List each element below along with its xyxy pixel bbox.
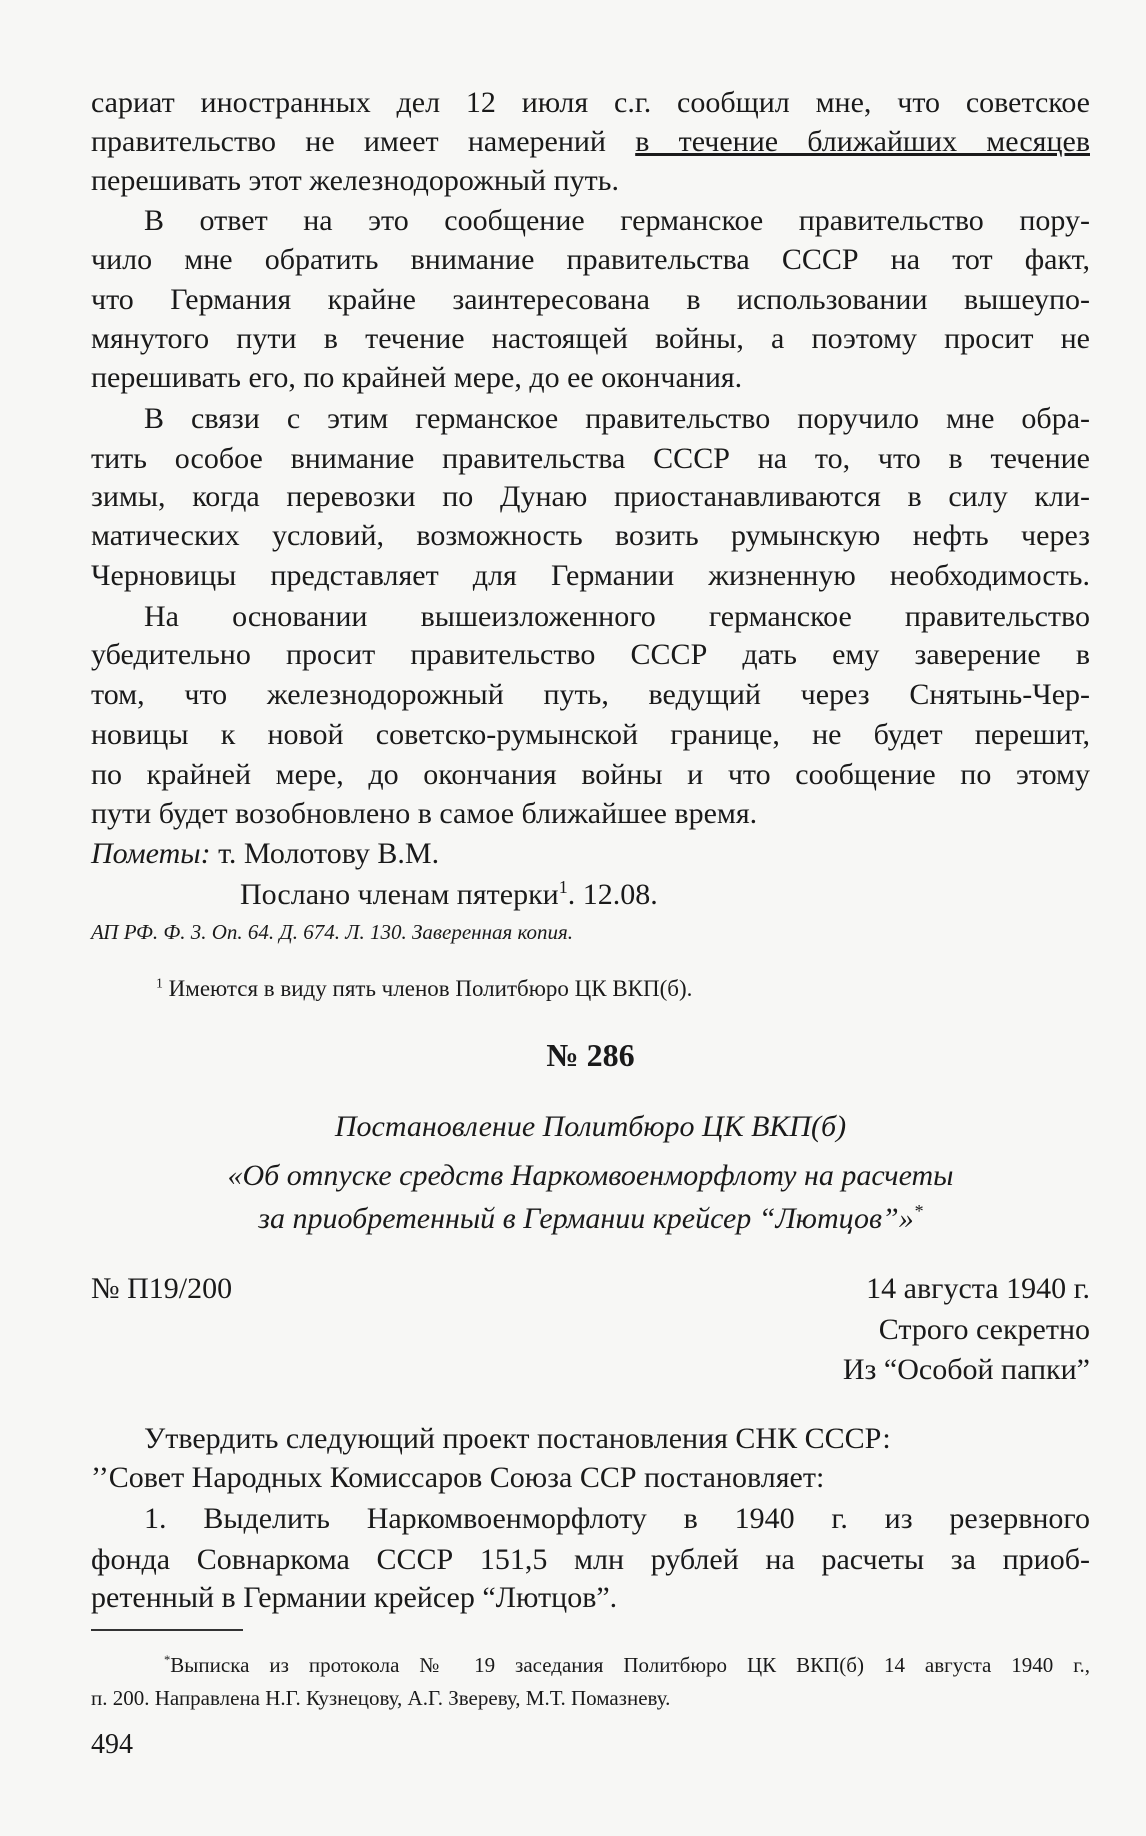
folder-label: Из “Особой папки” xyxy=(842,1353,1090,1386)
marks-label: Пометы: xyxy=(91,837,211,870)
body-line: Черновицы представляет для Германии жизненную необходимость. xyxy=(91,559,1090,592)
body-line: сариат иностранных дел 12 июля с.г. сообщил мне, что советское xyxy=(91,86,1090,119)
body-line: пути будет возобновлено в самое ближайшее время. xyxy=(91,797,758,830)
body-line: перешивать его, по крайней мере, до ее окончания. xyxy=(91,361,743,394)
page-number: 494 xyxy=(91,1729,133,1760)
underlined-text: в течение ближайших месяцев xyxy=(635,125,1090,158)
secrecy-label: Строго секретно xyxy=(878,1313,1090,1346)
footnote-2-cont: п. 200. Направлена Н.Г. Кузнецову, А.Г. Звереву, М.Т. Помазневу. xyxy=(91,1686,671,1710)
document-number: № 286 xyxy=(546,1037,635,1073)
body-line: новицы к новой советско-румынской границе, не будет перешит, xyxy=(91,718,1090,751)
footnote-text: Имеются в виду пять членов Политбюро ЦК ВКП(б). xyxy=(162,976,693,1001)
body-line: по крайней мере, до окончания войны и что сообщение по этому xyxy=(91,758,1090,791)
body-line: тить особое внимание правительства СССР на то, что в течение xyxy=(91,442,1090,475)
archive-reference: АП РФ. Ф. 3. Оп. 64. Д. 674. Л. 130. Заверенная копия. xyxy=(91,920,574,944)
footnote-ref: * xyxy=(913,1201,923,1221)
protocol-number: № П19/200 xyxy=(91,1272,233,1305)
text: правительство не имеет намерений xyxy=(91,125,636,158)
decree-line: ретенный в Германии крейсер “Лютцов”. xyxy=(91,1581,618,1614)
body-line: том, что железнодорожный путь, ведущий через Снятынь-Чер- xyxy=(91,678,1090,711)
body-line: зимы, когда перевозки по Дунаю приостанавливаются в силу кли- xyxy=(91,480,1090,513)
decree-line: 1. Выделить Наркомвоенморфлоту в 1940 г. из резервного xyxy=(144,1502,1090,1535)
body-line xyxy=(91,122,1090,162)
document-title xyxy=(91,1199,1090,1239)
marks-text: т. Молотову В.М. xyxy=(210,837,440,870)
document-title: Постановление Политбюро ЦК ВКП(б) xyxy=(334,1110,847,1143)
body-line: матических условий, возможность возить румынскую нефть через xyxy=(91,519,1090,552)
body-line: убедительно просит правительство СССР дать ему заверение в xyxy=(91,638,1090,671)
footnote-mark: 1 xyxy=(156,975,163,991)
body-line: В ответ на это сообщение германское правительство пору- xyxy=(144,204,1090,237)
marks xyxy=(91,834,1090,874)
footnote-1 xyxy=(156,969,1090,1009)
sent-text: Послано членам пятерки xyxy=(240,878,559,911)
body-line: мянутого пути в течение настоящей войны, а поэтому просит не xyxy=(91,322,1090,355)
footnote-text: Выписка из протокола № 19 заседания Политбюро ЦК ВКП(б) 14 августа 1940 г., xyxy=(170,1653,1090,1677)
document-title: «Об отпуске средств Наркомвоенморфлоту на расчеты xyxy=(227,1159,954,1192)
document-date: 14 августа 1940 г. xyxy=(866,1272,1090,1305)
body-line: чило мне обратить внимание правительства СССР на тот факт, xyxy=(91,243,1090,276)
body-line: что Германия крайне заинтересована в использовании вышеупо- xyxy=(91,283,1090,316)
sent-date: . 12.08. xyxy=(567,878,658,911)
footnote-ref: 1 xyxy=(558,877,568,897)
footnote-mark: * xyxy=(164,1653,171,1667)
decree-line: ’’Совет Народных Комиссаров Союза ССР постановляет: xyxy=(91,1461,825,1494)
body-line: На основании вышеизложенного германское правительство xyxy=(144,600,1090,633)
title-text: за приобретенный в Германии крейсер “Лютцов”» xyxy=(258,1202,914,1235)
decree-line: фонда Совнаркома СССР 151,5 млн рублей на расчеты за приоб- xyxy=(91,1543,1090,1576)
decree-line: Утвердить следующий проект постановления СНК СССР: xyxy=(144,1422,891,1455)
sent-note xyxy=(240,875,1090,915)
footnote-divider xyxy=(91,1629,243,1631)
body-line: В связи с этим германское правительство поручило мне обра- xyxy=(144,402,1090,435)
body-line: перешивать этот железнодорожный путь. xyxy=(91,164,619,197)
